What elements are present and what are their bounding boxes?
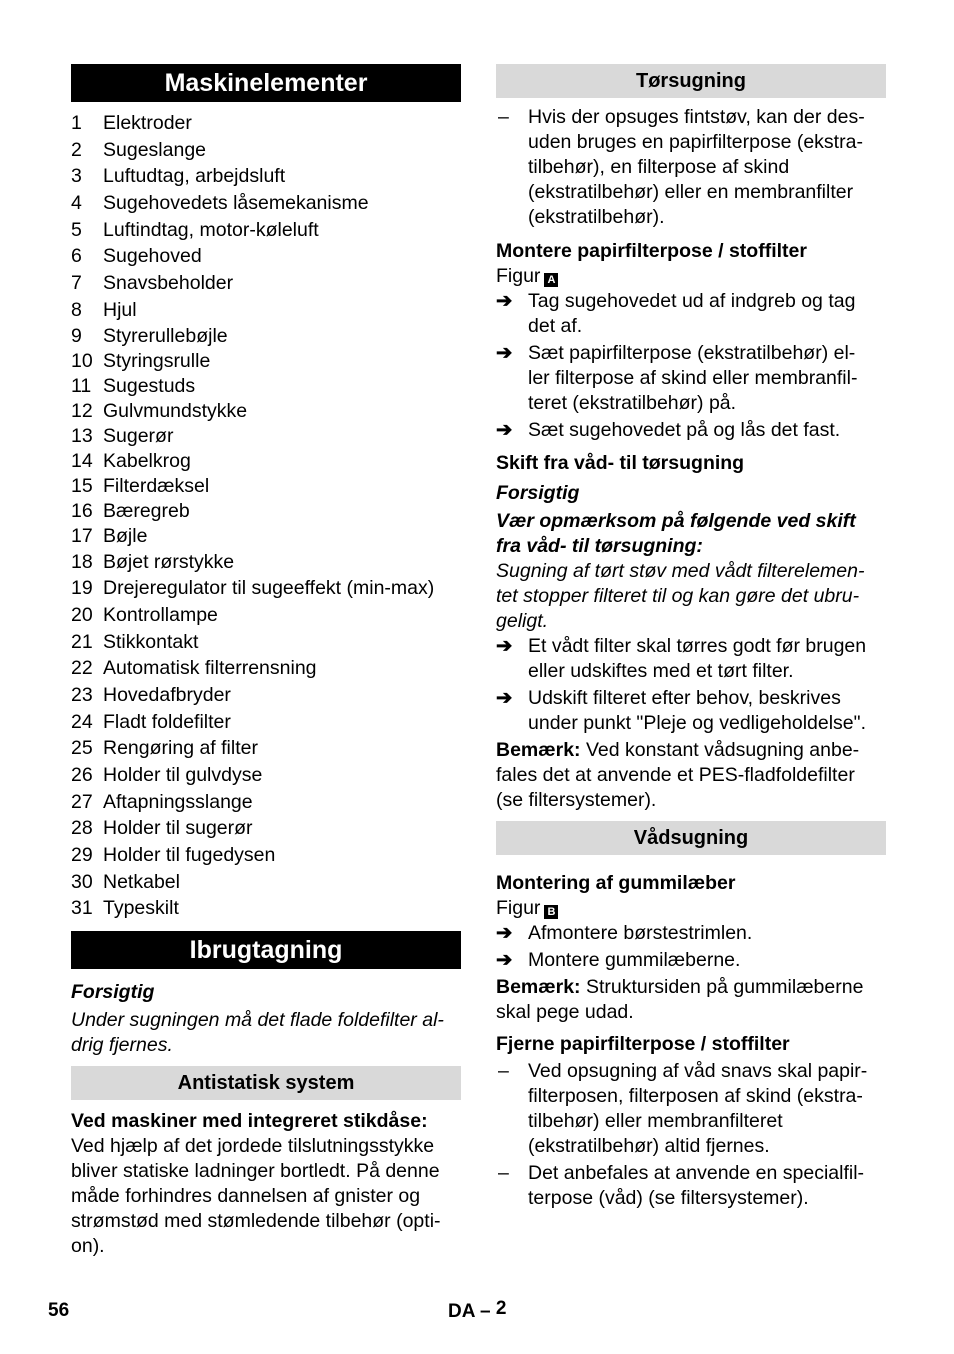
part-label: Gulvmundstykke <box>103 399 248 422</box>
parts-list-item <box>71 524 461 549</box>
arrow-icon: ➔ <box>496 922 513 944</box>
parts-list-item <box>71 374 461 399</box>
ved-maskiner-heading: Ved maskiner med integreret stikdåse: <box>71 1110 428 1133</box>
step-item-text: Afmontere børstestrimlen. <box>528 922 753 944</box>
parts-list-item <box>71 682 461 709</box>
text-line: Tag sugehovedet ud af indgreb og tag <box>528 290 856 312</box>
part-label: Luftudtag, arbejdsluft <box>103 165 286 188</box>
part-number: 26 <box>71 764 93 786</box>
parts-list-item <box>71 629 461 656</box>
step-item-text <box>528 341 857 416</box>
parts-list-item <box>71 655 461 682</box>
part-number: 14 <box>71 449 93 472</box>
part-label: Sugestuds <box>103 374 196 397</box>
caution-heading: Forsigtig <box>71 981 155 1004</box>
part-number: 20 <box>71 603 93 626</box>
note-text: Ved konstant vådsugning anbe- <box>580 739 860 761</box>
step-item <box>496 289 886 339</box>
fjerne-heading: Fjerne papirfilterpose / stoffilter <box>496 1033 790 1055</box>
parts-list-item <box>71 449 461 474</box>
text-line: eller udskiftes med et tørt filter. <box>528 660 794 682</box>
dash-item-fintstov <box>496 105 886 230</box>
part-number: 27 <box>71 790 93 813</box>
part-label: Sugeslange <box>103 138 207 161</box>
caution-text <box>71 1008 461 1058</box>
ved-maskiner-text <box>71 1134 461 1259</box>
parts-list-item <box>71 842 461 869</box>
text-line: (ekstratilbehør) eller en membranfilter <box>528 181 854 203</box>
ved-line: Ved hjælp af det jordede tilslutningsstykke <box>71 1135 435 1158</box>
steps-montere <box>496 289 886 443</box>
part-number: 12 <box>71 399 93 422</box>
part-label: Holder til gulvdyse <box>103 764 263 786</box>
parts-list-item <box>71 762 461 789</box>
note-text: Struktursiden på gummilæberne <box>580 976 864 998</box>
parts-list-item <box>71 474 461 499</box>
sugning-line: Sugning af tørt støv med vådt filterelemen- <box>496 560 865 582</box>
parts-list-item <box>71 190 461 217</box>
part-number: 3 <box>71 165 82 188</box>
vaer-opmaerksom-text <box>496 509 886 559</box>
parts-list-item <box>71 709 461 736</box>
text-line: Hvis der opsuges fintstøv, kan der des- <box>528 106 865 128</box>
part-number: 8 <box>71 298 82 321</box>
parts-list-item <box>71 575 461 602</box>
figure-ref-a: Figur A <box>496 264 886 289</box>
text-line: det af. <box>528 315 583 337</box>
section-title-torsugning: Tørsugning <box>496 64 886 98</box>
part-label: Rengøring af filter <box>103 737 258 760</box>
step-item <box>496 686 886 736</box>
figure-b-box: B <box>544 905 558 919</box>
part-label: Automatisk filterrensning <box>103 657 317 680</box>
part-number: 2 <box>71 138 82 161</box>
note-label: Bemærk: <box>496 739 581 761</box>
note-text: (se filtersystemer). <box>496 789 657 811</box>
section-title-antistatisk: Antistatisk system <box>71 1066 461 1100</box>
dash-item <box>496 1059 886 1159</box>
step-item-text <box>528 418 840 443</box>
parts-list-item <box>71 399 461 424</box>
part-label: Styrerullebøjle <box>103 324 228 347</box>
ved-line: strømstød med stømledende tilbehør (opti- <box>71 1210 441 1233</box>
note-line <box>496 738 886 763</box>
steps-montering <box>496 921 886 973</box>
parts-list-item <box>71 243 461 270</box>
ved-line: måde forhindres dannelsen af gnister og <box>71 1185 421 1208</box>
part-number: 17 <box>71 524 93 547</box>
ved-line: bliver statiske ladninger bortledt. På denne <box>71 1160 440 1183</box>
parts-list-item <box>71 499 461 524</box>
parts-list-item <box>71 895 461 922</box>
parts-list-item <box>71 424 461 449</box>
parts-list-item <box>71 217 461 244</box>
note-vadsugning <box>496 738 886 813</box>
section-title-ibrugtagning: Ibrugtagning <box>71 931 461 969</box>
part-number: 13 <box>71 424 93 447</box>
note-struktursiden <box>496 975 886 1025</box>
arrow-icon: ➔ <box>496 290 513 312</box>
dash-item-text <box>528 1161 864 1211</box>
part-number: 1 <box>71 112 82 134</box>
parts-list-item <box>71 869 461 896</box>
page-number: 56 <box>48 1300 70 1321</box>
parts-list-item <box>71 137 461 164</box>
figure-a-box: A <box>544 273 558 287</box>
part-label: Kontrollampe <box>103 603 218 626</box>
right-column <box>496 64 886 1211</box>
part-number: 25 <box>71 737 93 760</box>
caution-line: Under sugningen må det flade foldefilter al- <box>71 1009 444 1032</box>
part-label: Snavsbeholder <box>103 272 234 295</box>
left-column <box>71 64 461 1259</box>
dash-icon: – <box>498 1162 509 1184</box>
part-label: Luftindtag, motor-køleluft <box>103 218 319 241</box>
step-item <box>496 921 886 946</box>
note-line <box>496 763 886 788</box>
part-number: 30 <box>71 870 93 893</box>
sugning-line: geligt. <box>496 610 549 632</box>
part-label: Holder til sugerør <box>103 817 253 840</box>
dash-item <box>496 1161 886 1211</box>
part-label: Hjul <box>103 298 137 321</box>
montere-heading: Montere papirfilterpose / stoffilter <box>496 240 807 262</box>
part-label: Bøjet rørstykke <box>103 550 235 573</box>
step-item <box>496 341 886 416</box>
part-number: 4 <box>71 192 82 215</box>
part-number: 10 <box>71 349 93 372</box>
vaer-line: Vær opmærksom på følgende ved skift <box>496 510 856 532</box>
part-number: 31 <box>71 897 93 920</box>
step-item-text <box>528 289 855 339</box>
text-line: uden bruges en papirfilterpose (ekstra- <box>528 131 863 153</box>
part-number: 23 <box>71 683 93 706</box>
part-label: Fladt foldefilter <box>103 710 231 733</box>
dash-icon: – <box>498 106 509 128</box>
part-number: 16 <box>71 499 93 522</box>
note-line <box>496 975 886 1000</box>
text-line: (ekstratilbehør). <box>528 206 665 228</box>
footer-lang: DA – 2 <box>448 1298 507 1322</box>
text-line: Det anbefales at anvende en specialfil- <box>528 1162 865 1184</box>
arrow-icon: ➔ <box>496 342 513 364</box>
note-line <box>496 1000 886 1025</box>
part-number: 28 <box>71 817 93 840</box>
part-number: 19 <box>71 577 93 600</box>
part-label: Bøjle <box>103 524 148 547</box>
part-label: Sugehoved <box>103 245 202 268</box>
part-label: Hovedafbryder <box>103 683 231 706</box>
step-item <box>496 948 886 973</box>
arrow-icon: ➔ <box>496 687 513 709</box>
section-title-vadsugning: Vådsugning <box>496 821 886 855</box>
montering-heading: Montering af gummilæber <box>496 872 736 894</box>
text-line: (ekstratilbehør) altid fjernes. <box>528 1135 770 1157</box>
parts-list-item <box>71 549 461 576</box>
step-item <box>496 418 886 443</box>
parts-list-item <box>71 163 461 190</box>
section-title-maskinelementer: Maskinelementer <box>71 64 461 102</box>
caution-heading-right: Forsigtig <box>496 482 580 504</box>
sugning-text <box>496 559 886 634</box>
note-line <box>496 788 886 813</box>
part-number: 5 <box>71 218 82 241</box>
skift-heading: Skift fra våd- til tørsugning <box>496 452 745 474</box>
dash-item-text <box>528 1059 867 1159</box>
arrow-icon: ➔ <box>496 949 513 971</box>
step-item-text <box>528 634 866 684</box>
text-line: Sæt sugehovedet på og lås det fast. <box>528 419 841 441</box>
part-label: Stikkontakt <box>103 630 199 653</box>
part-label: Aftapningsslange <box>103 790 253 813</box>
part-number: 6 <box>71 245 82 268</box>
text-line: tilbehør), en filterpose af skind <box>528 156 790 178</box>
arrow-icon: ➔ <box>496 635 513 657</box>
arrow-icon: ➔ <box>496 419 513 441</box>
parts-list-item <box>71 602 461 629</box>
dash-items-fjerne <box>496 1059 886 1211</box>
step-item-text: Montere gummilæberne. <box>528 949 741 971</box>
part-number: 18 <box>71 550 93 573</box>
part-label: Sugehovedets låsemekanisme <box>103 192 369 215</box>
parts-list-item <box>71 815 461 842</box>
parts-list-item <box>71 349 461 374</box>
text-line: filterposen, filterposen af skind (ekstra- <box>528 1085 863 1107</box>
text-line: Ved opsugning af våd snavs skal papir- <box>528 1060 868 1082</box>
part-number: 15 <box>71 474 93 497</box>
part-label: Holder til fugedysen <box>103 844 276 867</box>
part-label: Styringsrulle <box>103 349 211 372</box>
part-label: Drejeregulator til sugeeffekt (min-max) <box>103 577 435 600</box>
steps-skift <box>496 634 886 736</box>
note-text: fales det at anvende et PES-fladfoldefilter <box>496 764 855 786</box>
text-line: Sæt papirfilterpose (ekstratilbehør) el- <box>528 342 856 364</box>
note-text: skal pege udad. <box>496 1001 634 1023</box>
text-line: terpose (våd) (se filtersystemer). <box>528 1187 809 1209</box>
part-number: 29 <box>71 844 93 867</box>
text-line: under punkt "Pleje og vedligeholdelse". <box>528 712 866 734</box>
dash-item-text <box>528 105 865 230</box>
part-label: Kabelkrog <box>103 449 191 472</box>
part-number: 22 <box>71 657 93 680</box>
text-line: Et vådt filter skal tørres godt før brugen <box>528 635 867 657</box>
text-line: Udskift filteret efter behov, beskrives <box>528 687 841 709</box>
text-line: teret (ekstratilbehør) på. <box>528 392 737 414</box>
part-label: Filterdæksel <box>103 474 210 497</box>
step-item <box>496 634 886 684</box>
parts-list-item <box>71 110 461 137</box>
parts-list-item <box>71 297 461 324</box>
dash-item <box>496 105 886 230</box>
part-label: Elektroder <box>103 112 192 134</box>
caution-line: drig fjernes. <box>71 1034 173 1057</box>
part-number: 7 <box>71 272 82 295</box>
note-label: Bemærk: <box>496 976 581 998</box>
part-number: 21 <box>71 630 93 653</box>
vaer-line: fra våd- til tørsugning: <box>496 535 703 557</box>
text-line: tilbehør) eller membranfilteret <box>528 1110 783 1132</box>
ved-line: on). <box>71 1235 105 1258</box>
dash-icon: – <box>498 1060 509 1082</box>
part-label: Typeskilt <box>103 897 179 920</box>
step-item-text <box>528 686 866 736</box>
part-label: Sugerør <box>103 424 174 447</box>
sugning-line: tet stopper filteret til og kan gøre det ubru- <box>496 585 860 607</box>
parts-list-item <box>71 735 461 762</box>
part-number: 9 <box>71 324 82 347</box>
parts-list <box>71 110 461 922</box>
figure-ref-b: Figur B <box>496 896 886 921</box>
parts-list-item <box>71 270 461 297</box>
text-line: ler filterpose af skind eller membranfil- <box>528 367 858 389</box>
part-number: 11 <box>71 374 92 397</box>
part-label: Bæregreb <box>103 499 190 522</box>
part-number: 24 <box>71 710 93 733</box>
parts-list-item <box>71 789 461 816</box>
part-label: Netkabel <box>103 870 180 893</box>
parts-list-item <box>71 324 461 349</box>
